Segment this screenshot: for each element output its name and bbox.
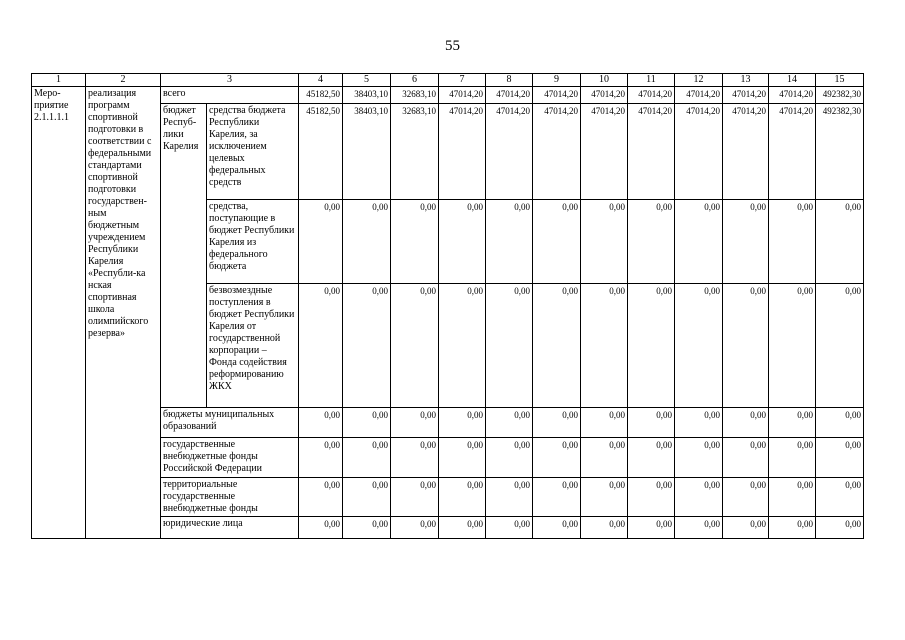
row-label: всего bbox=[161, 87, 299, 104]
table-cell: 0,00 bbox=[675, 517, 723, 539]
table-cell: 47014,20 bbox=[769, 104, 816, 200]
table-cell: 0,00 bbox=[723, 200, 769, 284]
table-cell: 0,00 bbox=[723, 517, 769, 539]
row-label: средства бюджета Республики Карелия, за исключением целевых федеральных средств bbox=[207, 104, 299, 200]
table-cell: 0,00 bbox=[628, 517, 675, 539]
table-cell: 0,00 bbox=[816, 478, 864, 517]
table-cell: 0,00 bbox=[343, 284, 391, 408]
table-cell: 0,00 bbox=[533, 200, 581, 284]
table-cell: 0,00 bbox=[675, 408, 723, 438]
table-cell: 0,00 bbox=[439, 517, 486, 539]
table-cell: 0,00 bbox=[675, 284, 723, 408]
header-cell: 3 bbox=[161, 74, 299, 87]
table-cell: 47014,20 bbox=[675, 104, 723, 200]
table-cell: 0,00 bbox=[581, 200, 628, 284]
table-cell: 0,00 bbox=[675, 438, 723, 478]
measure-code: Меро-приятие 2.1.1.1.1 bbox=[32, 87, 86, 539]
table-cell: 0,00 bbox=[299, 200, 343, 284]
table-cell: 0,00 bbox=[486, 478, 533, 517]
funding-table bbox=[31, 73, 864, 539]
table-cell: 45182,50 bbox=[299, 87, 343, 104]
table-cell: 0,00 bbox=[486, 438, 533, 478]
table-cell: 0,00 bbox=[816, 284, 864, 408]
table-cell: 0,00 bbox=[533, 438, 581, 478]
table-cell: 47014,20 bbox=[723, 104, 769, 200]
header-cell: 12 bbox=[675, 74, 723, 87]
table-cell: 0,00 bbox=[769, 284, 816, 408]
table-cell: 0,00 bbox=[439, 438, 486, 478]
row-label: юридические лица bbox=[161, 517, 299, 539]
table-cell: 47014,20 bbox=[769, 87, 816, 104]
table-cell: 0,00 bbox=[391, 478, 439, 517]
table-cell: 0,00 bbox=[299, 408, 343, 438]
header-cell: 14 bbox=[769, 74, 816, 87]
table-cell: 32683,10 bbox=[391, 104, 439, 200]
table-cell: 0,00 bbox=[299, 478, 343, 517]
header-cell: 1 bbox=[32, 74, 86, 87]
table-cell: 0,00 bbox=[343, 438, 391, 478]
table-cell: 0,00 bbox=[816, 438, 864, 478]
header-cell: 5 bbox=[343, 74, 391, 87]
header-cell: 6 bbox=[391, 74, 439, 87]
table-cell: 47014,20 bbox=[533, 104, 581, 200]
table-cell: 47014,20 bbox=[439, 87, 486, 104]
table-cell: 0,00 bbox=[439, 408, 486, 438]
table-cell: 492382,30 bbox=[816, 104, 864, 200]
table-cell: 492382,30 bbox=[816, 87, 864, 104]
table-cell: 0,00 bbox=[581, 517, 628, 539]
header-row bbox=[32, 74, 864, 87]
table-row bbox=[32, 87, 864, 104]
header-cell: 8 bbox=[486, 74, 533, 87]
table-cell: 47014,20 bbox=[486, 87, 533, 104]
table-cell: 45182,50 bbox=[299, 104, 343, 200]
table-cell: 0,00 bbox=[769, 438, 816, 478]
table-cell: 0,00 bbox=[816, 517, 864, 539]
table-cell: 0,00 bbox=[675, 200, 723, 284]
row-label: территориальные государственные внебюджетные фонды bbox=[161, 478, 299, 517]
measure-description: реализация программ спортивной подготовки в соответствии с федеральными стандартами спортивной подготовки государствен-ным бюджетным учреждением Республики Карелия «Республи-ка нская спортивная школа олимпийского резерва» bbox=[86, 87, 161, 539]
row-label: безвозмездные поступления в бюджет Республики Карелия от государственной корпорации – Фонда содействия реформированию ЖКХ bbox=[207, 284, 299, 408]
header-cell: 7 bbox=[439, 74, 486, 87]
table-cell: 0,00 bbox=[343, 478, 391, 517]
table-cell: 47014,20 bbox=[675, 87, 723, 104]
table-cell: 0,00 bbox=[299, 284, 343, 408]
table-cell: 0,00 bbox=[486, 284, 533, 408]
table-cell: 47014,20 bbox=[628, 104, 675, 200]
table-cell: 0,00 bbox=[343, 408, 391, 438]
table-cell: 0,00 bbox=[628, 438, 675, 478]
header-cell: 15 bbox=[816, 74, 864, 87]
table-cell: 0,00 bbox=[723, 438, 769, 478]
table-cell: 47014,20 bbox=[628, 87, 675, 104]
table-cell: 0,00 bbox=[533, 478, 581, 517]
table-cell: 0,00 bbox=[439, 200, 486, 284]
table-cell: 47014,20 bbox=[439, 104, 486, 200]
table-cell: 0,00 bbox=[581, 408, 628, 438]
page-number: 55 bbox=[445, 38, 460, 54]
table-cell: 0,00 bbox=[628, 200, 675, 284]
table-cell: 0,00 bbox=[769, 408, 816, 438]
table-cell: 0,00 bbox=[299, 438, 343, 478]
table-cell: 0,00 bbox=[391, 517, 439, 539]
table-cell: 0,00 bbox=[343, 517, 391, 539]
table-cell: 47014,20 bbox=[486, 104, 533, 200]
table-cell: 0,00 bbox=[439, 478, 486, 517]
table-cell: 0,00 bbox=[581, 284, 628, 408]
table-cell: 0,00 bbox=[816, 408, 864, 438]
header-cell: 9 bbox=[533, 74, 581, 87]
table-cell: 0,00 bbox=[533, 408, 581, 438]
budget-group-label: бюджет Респуб-лики Карелия bbox=[161, 104, 207, 408]
table-cell: 0,00 bbox=[628, 284, 675, 408]
table-cell: 0,00 bbox=[486, 408, 533, 438]
table-cell: 0,00 bbox=[343, 200, 391, 284]
table-cell: 0,00 bbox=[723, 284, 769, 408]
header-cell: 4 bbox=[299, 74, 343, 87]
table-cell: 0,00 bbox=[769, 517, 816, 539]
row-label: средства, поступающие в бюджет Республики Карелия из федерального бюджета bbox=[207, 200, 299, 284]
table-cell: 0,00 bbox=[581, 438, 628, 478]
table-cell: 0,00 bbox=[486, 200, 533, 284]
table-cell: 38403,10 bbox=[343, 87, 391, 104]
row-label: государственные внебюджетные фонды Российской Федерации bbox=[161, 438, 299, 478]
header-cell: 11 bbox=[628, 74, 675, 87]
table-cell: 0,00 bbox=[628, 408, 675, 438]
header-cell: 10 bbox=[581, 74, 628, 87]
table-cell: 47014,20 bbox=[533, 87, 581, 104]
table-cell: 0,00 bbox=[439, 284, 486, 408]
table-cell: 0,00 bbox=[299, 517, 343, 539]
table-cell: 0,00 bbox=[769, 200, 816, 284]
table-cell: 0,00 bbox=[486, 517, 533, 539]
table-cell: 47014,20 bbox=[723, 87, 769, 104]
table-cell: 38403,10 bbox=[343, 104, 391, 200]
table-cell: 47014,20 bbox=[581, 104, 628, 200]
table-cell: 0,00 bbox=[391, 438, 439, 478]
header-cell: 13 bbox=[723, 74, 769, 87]
table-cell: 0,00 bbox=[675, 478, 723, 517]
header-cell: 2 bbox=[86, 74, 161, 87]
table-cell: 0,00 bbox=[391, 408, 439, 438]
table-cell: 0,00 bbox=[391, 284, 439, 408]
table-cell: 0,00 bbox=[533, 284, 581, 408]
table-cell: 0,00 bbox=[581, 478, 628, 517]
table-cell: 0,00 bbox=[723, 478, 769, 517]
table-cell: 0,00 bbox=[769, 478, 816, 517]
table-cell: 47014,20 bbox=[581, 87, 628, 104]
table-cell: 0,00 bbox=[391, 200, 439, 284]
table-cell: 32683,10 bbox=[391, 87, 439, 104]
table-cell: 0,00 bbox=[533, 517, 581, 539]
table-cell: 0,00 bbox=[723, 408, 769, 438]
table-cell: 0,00 bbox=[628, 478, 675, 517]
table-cell: 0,00 bbox=[816, 200, 864, 284]
row-label: бюджеты муниципальных образований bbox=[161, 408, 299, 438]
